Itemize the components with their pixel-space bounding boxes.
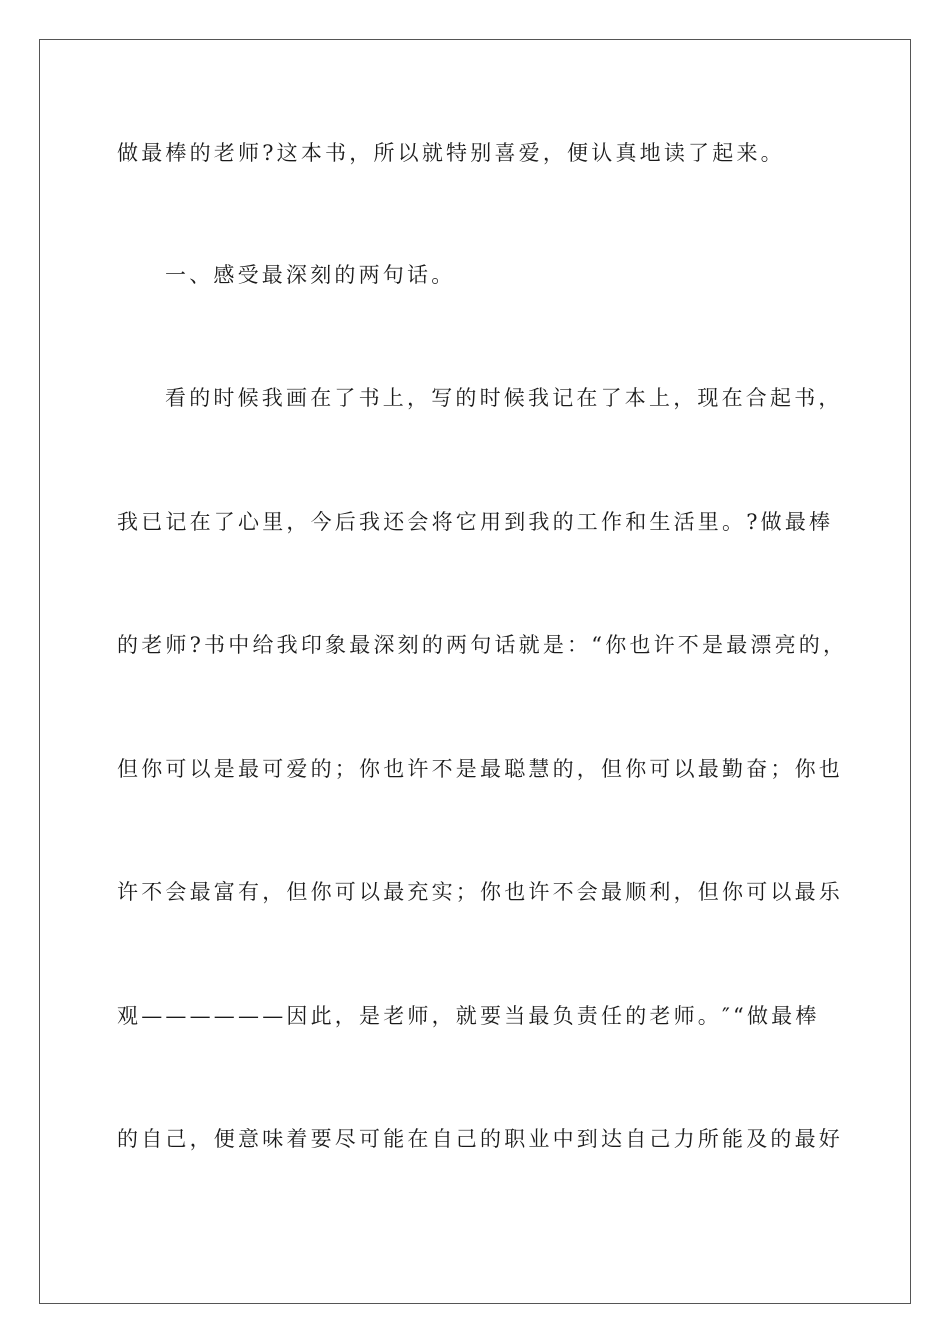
body-text-line: 但你可以是最可爱的；你也许不是最聪慧的，但你可以最勤奋；你也 xyxy=(117,757,843,781)
body-text-line: 做最棒的老师?这本书，所以就特别喜爱，便认真地读了起来。 xyxy=(117,141,785,165)
body-text-line: 看的时候我画在了书上，写的时候我记在了本上，现在合起书， xyxy=(165,386,843,410)
body-text-line: 的自己，便意味着要尽可能在自己的职业中到达自己力所能及的最好 xyxy=(117,1127,843,1151)
body-text-line: 我已记在了心里，今后我还会将它用到我的工作和生活里。?做最棒 xyxy=(117,510,834,534)
section-heading: 一、感受最深刻的两句话。 xyxy=(165,263,456,287)
body-text-line: 的老师?书中给我印象最深刻的两句话就是：“你也许不是最漂亮的， xyxy=(117,633,848,657)
page-border xyxy=(39,39,911,1304)
body-text-line: 许不会最富有，但你可以最充实；你也许不会最顺利，但你可以最乐 xyxy=(117,880,843,904)
body-text-line: 观——————因此，是老师，就要当最负责任的老师。″“做最棒 xyxy=(117,1004,820,1028)
